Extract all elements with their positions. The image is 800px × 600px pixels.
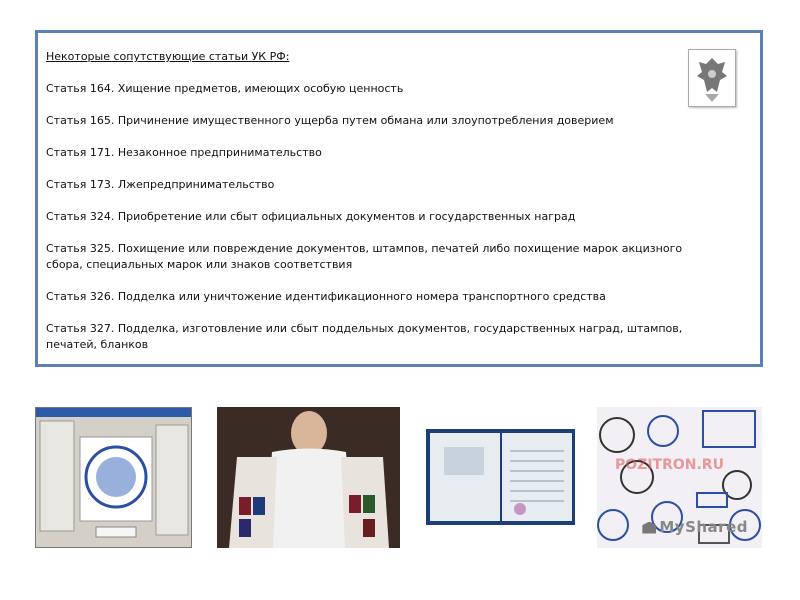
house-icon (642, 522, 656, 534)
articles-panel (35, 30, 763, 367)
myshared-watermark: MyShared (642, 518, 748, 536)
article-327: Статья 327. Подделка, изготовление или сбыт поддельных документов, государственных наград, штампов, печатей, бланков (46, 322, 683, 351)
article-165: Статья 165. Причинение имущественного ущерба путем обмана или злоупотребления доверием (46, 114, 614, 127)
person-with-documents-photo (217, 407, 400, 548)
article-324: Статья 324. Приобретение или сбыт официальных документов и государственных наград (46, 210, 576, 223)
article-326: Статья 326. Подделка или уничтожение идентификационного номера транспортного средства (46, 290, 606, 303)
article-325: Статья 325. Похищение или повреждение документов, штампов, печатей либо похищение марок акцизного сбора, специальных марок или знаков соответствия (46, 242, 683, 271)
coat-of-arms-icon (688, 49, 736, 107)
articles-text (46, 49, 696, 369)
articles-heading: Некоторые сопутствующие статьи УК РФ: (46, 50, 290, 63)
document-booklet-photo (424, 407, 577, 548)
pozitron-watermark: POZITRON.RU (615, 457, 724, 473)
article-171: Статья 171. Незаконное предпринимательство (46, 146, 322, 159)
software-screenshot-thumbnail (35, 407, 192, 548)
stamps-collage-photo (597, 407, 762, 548)
article-164: Статья 164. Хищение предметов, имеющих особую ценность (46, 82, 404, 95)
article-173: Статья 173. Лжепредпринимательство (46, 178, 275, 191)
